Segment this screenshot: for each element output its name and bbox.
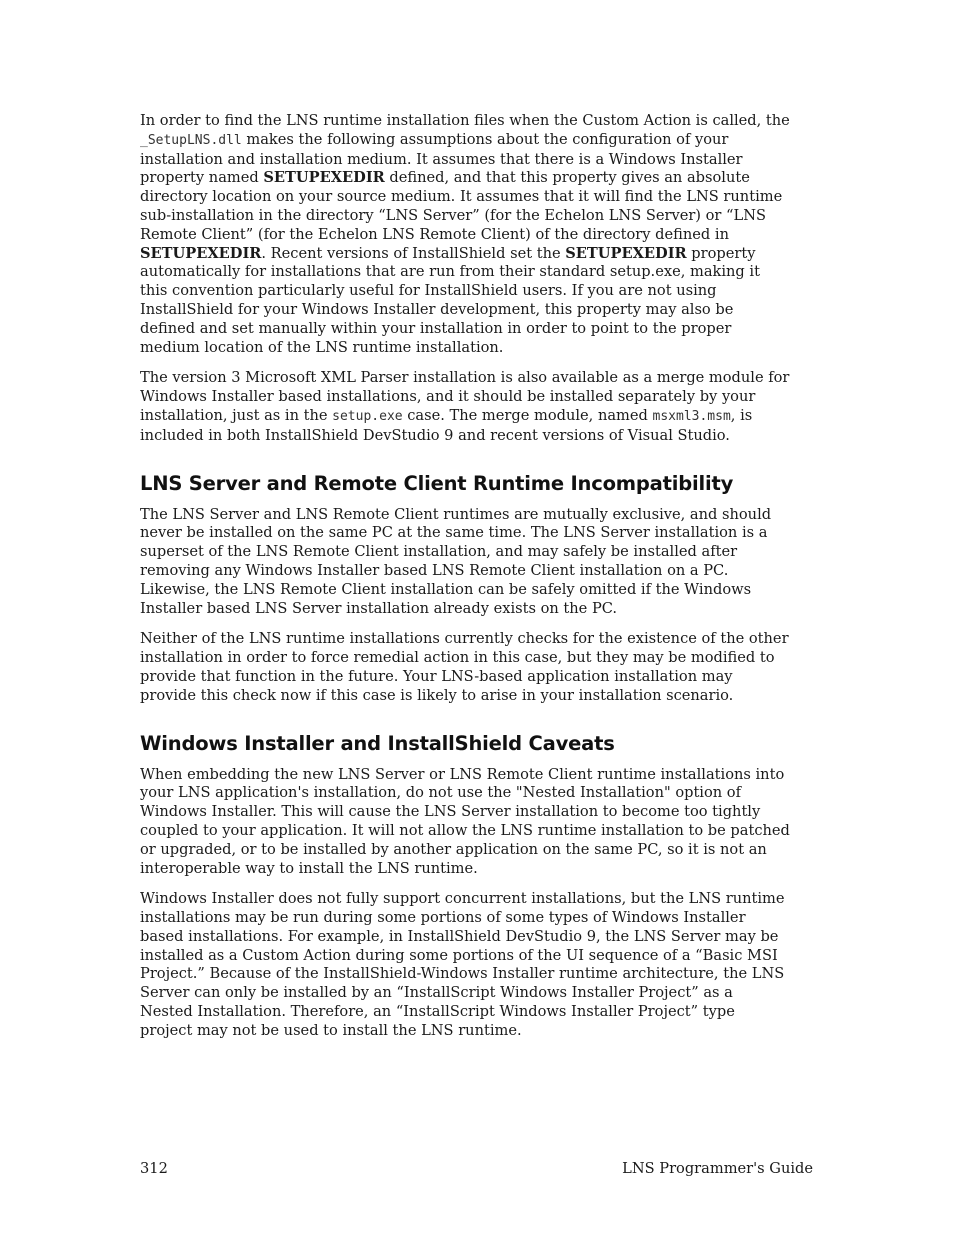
bold-setupexedir: SETUPEXEDIR: [140, 244, 262, 262]
book-title: LNS Programmer's Guide: [622, 1160, 813, 1177]
code-setuplns-dll: _SetupLNS.dll: [140, 132, 242, 148]
page-number: 312: [140, 1160, 168, 1177]
text-run: , is included in both InstallShield DevStudio 9 and recent versions of Visual Studio.: [140, 406, 753, 444]
paragraph-mutually-exclusive: The LNS Server and LNS Remote Client runtimes are mutually exclusive, and should never be installed on the same PC at the same time. The LNS Server installation is a superset of the LNS Remote Client installation, and may safely be installed after removing any Windows Installer based LNS Remote Client installation on a PC. Likewise, the LNS Remote Client installation can be safely omitted if the Windows Installer based LNS Server installation already exists on the PC.: [140, 505, 772, 617]
paragraph-existence-check: Neither of the LNS runtime installations currently checks for the existence of the other installation in order to force remedial action in this case, but they may be modified to provide that function in the future. Your LNS-based application installation may provide this check now if this case is likely to arise in your installation scenario.: [140, 630, 789, 704]
section-heading-caveats: Windows Installer and InstallShield Caveats: [140, 731, 615, 755]
bold-setupexedir: SETUPEXEDIR: [263, 169, 385, 187]
page-footer: [140, 1160, 813, 1177]
text-run: makes the following assumptions about the configuration of your installation and installation medium. It assumes that there is a Windows Installer property named: [140, 130, 743, 187]
section-heading-incompatibility: LNS Server and Remote Client Runtime Incompatibility: [140, 471, 734, 495]
paragraph-concurrent-installations: Windows Installer does not fully support concurrent installations, but the LNS runtime installations may be run during some portions of some types of Windows Installer based installations. For example, in InstallShield DevStudio 9, the LNS Server may be installed as a Custom Action during some portions of the UI sequence of a “Basic MSI Project.” Because of the InstallShield-Windows Installer runtime architecture, the LNS Server can only be installed by an “InstallScript Windows Installer Project” as a Nested Installation. Therefore, an “InstallScript Windows Installer Project” type project may not be used to install the LNS runtime.: [140, 890, 785, 1039]
code-setup-exe: setup.exe: [332, 408, 403, 424]
page-content: [140, 112, 790, 1053]
text-run: defined, and that this property gives an absolute directory location on your source medium. It assumes that it will find the LNS runtime sub-installation in the directory “LNS Server” (for the Echelon LNS Server) or “LNS Remote Client” (for the Echelon LNS Remote Client) of the directory defined in: [140, 169, 783, 243]
text-run: . Recent versions of InstallShield set the: [261, 244, 566, 262]
paragraph-xml-parser: [140, 369, 790, 445]
code-msxml3-msm: msxml3.msm: [652, 408, 731, 424]
text-run: In order to find the LNS runtime installation files when the Custom Action is called, the: [140, 112, 790, 129]
paragraph-nested-installation: When embedding the new LNS Server or LNS Remote Client runtime installations into your LNS application's installation, do not use the "Nested Installation" option of Windows Installer. This will cause the LNS Server installation to become too tightly coupled to your application. It will not allow the LNS runtime installation to be patched or upgraded, or to be installed by another application on the same PC, so it is not an interoperable way to install the LNS runtime.: [140, 765, 790, 877]
paragraph-setuplns-assumptions: [140, 112, 790, 357]
text-run: case. The merge module, named: [402, 406, 653, 424]
text-run: The version 3 Microsoft XML Parser installation is also available as a merge module for Windows Installer based installations, and it should be installed separately by your installation, just as in the: [140, 369, 790, 424]
bold-setupexedir: SETUPEXEDIR: [565, 244, 687, 262]
text-run: property automatically for installations that are run from their standard setup.exe, making it this convention particularly useful for InstallShield users. If you are not using InstallShield for your Windows Installer development, this property may also be defined and set manually within your installation in order to point to the proper medium location of the LNS runtime installation.: [140, 244, 760, 356]
